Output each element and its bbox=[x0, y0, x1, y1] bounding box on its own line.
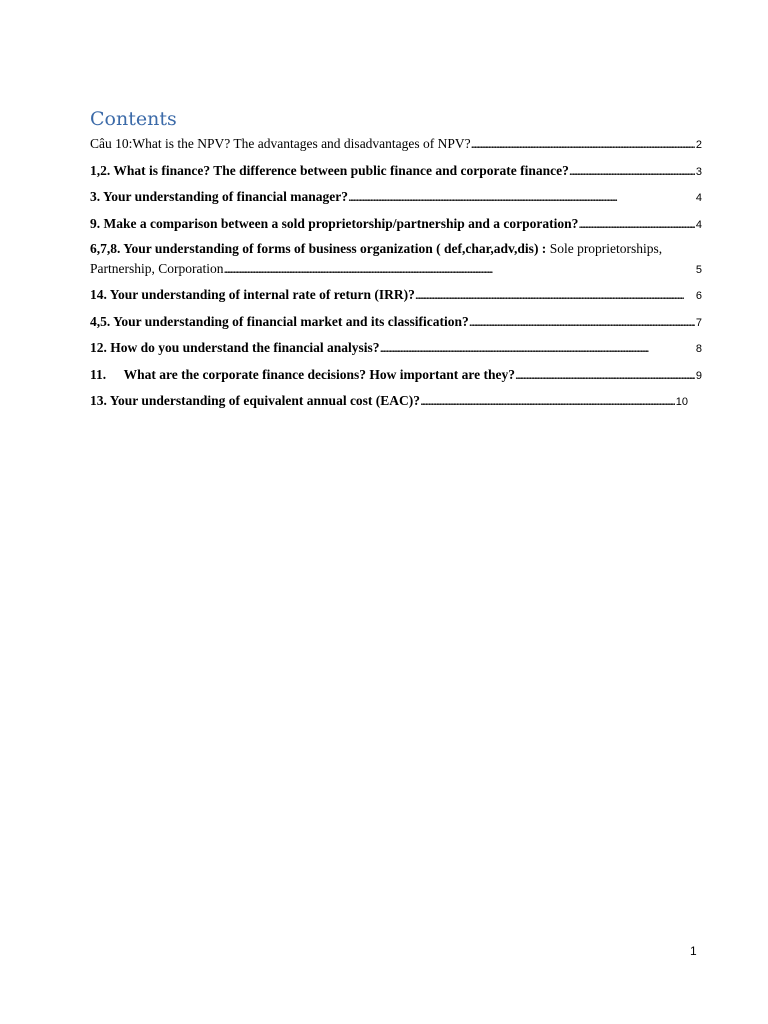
toc-entry[interactable] bbox=[90, 286, 702, 305]
toc-entry-text: What are the corporate finance decisions? How important are they? bbox=[123, 367, 515, 382]
toc-leader-dots bbox=[380, 339, 695, 356]
toc-leader-dots bbox=[469, 313, 695, 330]
toc-heading: Contents bbox=[90, 108, 177, 130]
toc-leader-dots bbox=[223, 260, 694, 277]
toc-entry-text: 3. Your understanding of financial manager? bbox=[90, 189, 349, 204]
toc-entry-page: 6 bbox=[695, 290, 702, 302]
toc-entry-page: 3 bbox=[695, 166, 702, 178]
toc-entry-page: 8 bbox=[695, 343, 702, 355]
toc-entry-page: 2 bbox=[695, 139, 702, 151]
toc-entry[interactable] bbox=[90, 215, 702, 234]
toc-leader-dots bbox=[471, 135, 695, 152]
toc-entry-text: 12. How do you understand the financial analysis? bbox=[90, 340, 380, 355]
toc-entry[interactable] bbox=[90, 392, 688, 411]
toc-leader-dots bbox=[348, 188, 695, 205]
toc-entry-text: 6,7,8. Your understanding of forms of business organization ( def,char,adv,dis) : bbox=[90, 241, 547, 256]
toc-entry-page: 4 bbox=[695, 192, 702, 204]
toc-entry-text: Câu 10:What is the NPV? The advantages and disadvantages of NPV? bbox=[90, 136, 471, 151]
toc-entry-page: 9 bbox=[695, 370, 702, 382]
toc-entry-page: 5 bbox=[695, 264, 702, 276]
toc-entry-text: 1,2. What is finance? The difference between public finance and corporate finance? bbox=[90, 163, 569, 178]
toc-entry-number: 11. bbox=[90, 367, 107, 382]
toc-leader-dots bbox=[578, 215, 694, 232]
toc-entry[interactable] bbox=[90, 339, 702, 358]
toc-entry[interactable] bbox=[90, 188, 702, 207]
toc-leader-dots bbox=[569, 162, 695, 179]
toc-entry-text: 14. Your understanding of internal rate of return (IRR)? bbox=[90, 287, 415, 302]
toc-entry-page: 4 bbox=[695, 219, 702, 231]
page-number: 1 bbox=[690, 944, 697, 958]
toc-entry[interactable] bbox=[90, 366, 702, 385]
toc-entry-first-line[interactable] bbox=[90, 240, 702, 257]
toc-entry-text-regular: Sole proprietorships, bbox=[546, 241, 663, 256]
toc-entry-text: 9. Make a comparison between a sold proprietorship/partnership and a corporation? bbox=[90, 216, 579, 231]
toc-entry-text: 13. Your understanding of equivalent annual cost (EAC)? bbox=[90, 393, 421, 408]
toc-leader-dots bbox=[420, 392, 675, 409]
toc-entry-page: 10 bbox=[675, 396, 688, 408]
toc-entry-second-line[interactable] bbox=[90, 260, 702, 279]
toc-entry-text: Partnership, Corporation bbox=[90, 261, 224, 276]
toc-entry-text: 4,5. Your understanding of financial market and its classification? bbox=[90, 314, 469, 329]
toc-entry[interactable] bbox=[90, 135, 702, 154]
toc-entry-page: 7 bbox=[695, 317, 702, 329]
toc-entry[interactable] bbox=[90, 313, 702, 332]
toc-leader-dots bbox=[515, 366, 695, 383]
toc-entry[interactable] bbox=[90, 162, 702, 181]
toc-leader-dots bbox=[415, 286, 695, 303]
